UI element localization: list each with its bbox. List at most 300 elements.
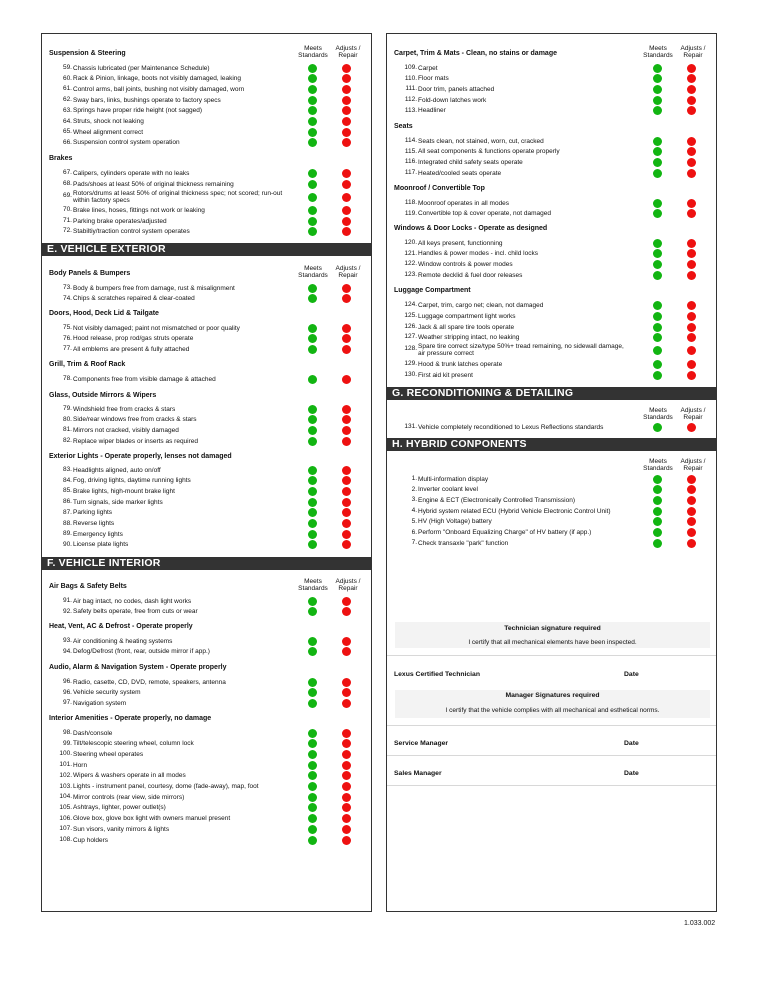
- meets-standards-indicator[interactable]: [653, 271, 662, 280]
- checklist-item: [42, 678, 371, 686]
- item-label: Convertible top & cover operate, not damaged: [418, 210, 551, 218]
- checklist-item: [42, 541, 371, 549]
- service-manager-date-line[interactable]: Date: [624, 740, 639, 747]
- item-number: 73.: [62, 284, 72, 291]
- adjusts-repair-indicator[interactable]: [342, 750, 351, 759]
- divider: [387, 655, 716, 656]
- meets-standards-indicator[interactable]: [308, 793, 317, 802]
- checklist-item: [42, 597, 371, 605]
- meets-standards-indicator[interactable]: [653, 64, 662, 73]
- meets-standards-indicator[interactable]: [308, 647, 317, 656]
- adjusts-repair-indicator[interactable]: [687, 158, 696, 167]
- meets-standards-indicator[interactable]: [308, 206, 317, 215]
- adjusts-repair-indicator[interactable]: [342, 415, 351, 424]
- item-number: 126.: [404, 323, 417, 330]
- meets-standards-indicator[interactable]: [308, 117, 317, 126]
- item-label: Jack & all spare tire tools operate: [418, 323, 515, 331]
- meets-standards-indicator[interactable]: [308, 782, 317, 791]
- adjusts-repair-indicator[interactable]: [342, 836, 351, 845]
- meets-standards-indicator[interactable]: [653, 312, 662, 321]
- adjusts-repair-indicator[interactable]: [687, 371, 696, 380]
- item-number: 72.: [62, 227, 72, 234]
- meets-standards-indicator[interactable]: [308, 217, 317, 226]
- adjusts-repair-indicator[interactable]: [342, 375, 351, 384]
- adjusts-repair-indicator[interactable]: [687, 209, 696, 218]
- meets-standards-indicator[interactable]: [653, 507, 662, 516]
- adjusts-repair-indicator[interactable]: [342, 487, 351, 496]
- item-number: 78.: [62, 375, 72, 382]
- meets-standards-indicator[interactable]: [653, 496, 662, 505]
- meets-standards-indicator[interactable]: [308, 74, 317, 83]
- adjusts-repair-indicator[interactable]: [342, 64, 351, 73]
- sales-manager-date-line[interactable]: Date: [624, 770, 639, 777]
- adjusts-repair-indicator[interactable]: [342, 498, 351, 507]
- meets-standards-indicator[interactable]: [308, 814, 317, 823]
- checklist-item: [387, 343, 716, 357]
- adjusts-repair-indicator[interactable]: [342, 540, 351, 549]
- adjusts-repair-indicator[interactable]: [342, 814, 351, 823]
- item-number: 98.: [62, 729, 72, 736]
- checklist-item: [387, 475, 716, 483]
- meets-standards-indicator[interactable]: [308, 729, 317, 738]
- section-title: Suspension & Steering: [49, 50, 126, 57]
- adjusts-repair-indicator[interactable]: [342, 96, 351, 105]
- adjusts-repair-indicator[interactable]: [342, 519, 351, 528]
- meets-standards-indicator[interactable]: [308, 761, 317, 770]
- checklist-item: [387, 260, 716, 268]
- item-label: Rack & Pinion, linkage, boots not visibly damaged, leaking: [73, 75, 242, 83]
- item-number: 92.: [62, 607, 72, 615]
- item-label: Safety belts operate, free from cuts or wear: [73, 608, 198, 616]
- item-number: 99.: [62, 739, 72, 747]
- item-number: 123.: [404, 271, 417, 279]
- item-label: Floor mats: [418, 75, 449, 83]
- meets-standards-indicator[interactable]: [308, 85, 317, 94]
- item-number: 80.: [62, 415, 72, 423]
- item-number: 4.: [411, 507, 417, 515]
- meets-standards-indicator[interactable]: [308, 699, 317, 708]
- meets-standards-indicator[interactable]: [308, 324, 317, 333]
- adjusts-repair-indicator[interactable]: [342, 324, 351, 333]
- checklist-item: [42, 699, 371, 707]
- checklist-item: [387, 239, 716, 247]
- meets-standards-indicator[interactable]: [653, 485, 662, 494]
- item-number: 60.: [62, 74, 72, 82]
- divider: [387, 755, 716, 756]
- adjusts-repair-indicator[interactable]: [342, 782, 351, 791]
- meets-standards-indicator[interactable]: [308, 180, 317, 189]
- item-number: 6.: [411, 528, 417, 536]
- meets-standards-indicator[interactable]: [653, 209, 662, 218]
- item-label: Glove box, glove box light with owners manuel present: [73, 815, 231, 823]
- checklist-item: [42, 85, 371, 93]
- checklist-item: [387, 360, 716, 368]
- meets-standards-indicator[interactable]: [308, 825, 317, 834]
- item-label: Handles & power modes - incl. child locks: [418, 250, 538, 258]
- adjusts-repair-indicator[interactable]: [687, 147, 696, 156]
- item-number: 7.: [411, 539, 417, 547]
- item-number: 102.: [59, 771, 72, 779]
- item-label: Mirror controls (rear view, side mirrors): [73, 793, 185, 801]
- item-label: License plate lights: [73, 541, 129, 549]
- meets-standards-indicator[interactable]: [308, 637, 317, 646]
- technician-date-line[interactable]: Date: [624, 671, 639, 678]
- service-manager-signature-line[interactable]: Service Manager: [394, 740, 449, 747]
- meets-standards-indicator[interactable]: [653, 137, 662, 146]
- item-number: 75.: [62, 324, 72, 331]
- item-label: All seat components & functions operate properly: [418, 148, 560, 156]
- adjusts-repair-header: Adjusts / Repair: [680, 45, 706, 59]
- meets-standards-indicator[interactable]: [308, 106, 317, 115]
- adjusts-repair-indicator[interactable]: [342, 334, 351, 343]
- adjusts-repair-indicator[interactable]: [342, 729, 351, 738]
- meets-standards-indicator[interactable]: [653, 333, 662, 342]
- checklist-item: [42, 375, 371, 383]
- meets-standards-header: Meets Standards: [643, 407, 673, 421]
- adjusts-repair-indicator[interactable]: [687, 199, 696, 208]
- section-title: Interior Amenities - Operate properly, no damage: [49, 715, 212, 722]
- adjusts-repair-indicator[interactable]: [687, 106, 696, 115]
- adjusts-repair-indicator[interactable]: [687, 74, 696, 83]
- item-label: Wheel alignment correct: [73, 128, 144, 136]
- item-label: Navigation system: [73, 699, 127, 707]
- adjusts-repair-indicator[interactable]: [342, 206, 351, 215]
- item-label: Lights - instrument panel, courtesy, dome (fade-away), map, foot: [73, 783, 259, 790]
- adjusts-repair-indicator[interactable]: [342, 138, 351, 147]
- meets-standards-indicator[interactable]: [653, 360, 662, 369]
- checklist-item: [42, 477, 371, 485]
- meets-standards-indicator[interactable]: [653, 199, 662, 208]
- item-number: 2.: [411, 485, 417, 493]
- checklist-item: [42, 836, 371, 844]
- checklist-item: [42, 487, 371, 495]
- meets-standards-indicator[interactable]: [653, 74, 662, 83]
- adjusts-repair-indicator[interactable]: [342, 771, 351, 780]
- meets-standards-indicator[interactable]: [653, 346, 662, 355]
- meets-standards-indicator[interactable]: [308, 597, 317, 606]
- adjusts-repair-indicator[interactable]: [687, 517, 696, 526]
- item-number: 87.: [62, 508, 72, 516]
- item-number: 84.: [62, 476, 72, 484]
- meets-standards-indicator[interactable]: [308, 437, 317, 446]
- item-label: Spare tire correct size/type 50%+ tread remaining, no sidewall damage, air pressure correct: [418, 343, 624, 357]
- adjusts-repair-indicator[interactable]: [687, 475, 696, 484]
- meets-standards-indicator[interactable]: [308, 803, 317, 812]
- item-label: Perform "Onboard Equalizing Charge" of HV battery (if app.): [418, 529, 592, 536]
- adjusts-repair-indicator[interactable]: [342, 825, 351, 834]
- item-number: 90.: [62, 540, 72, 548]
- adjusts-repair-indicator[interactable]: [687, 507, 696, 516]
- checklist-item: [387, 199, 716, 207]
- adjusts-repair-indicator[interactable]: [342, 128, 351, 137]
- adjusts-repair-indicator[interactable]: [687, 312, 696, 321]
- item-label: Parking brake operates/adjusted: [73, 217, 167, 225]
- meets-standards-indicator[interactable]: [308, 530, 317, 539]
- meets-standards-indicator[interactable]: [308, 294, 317, 303]
- item-number: 96.: [62, 688, 72, 696]
- adjusts-repair-indicator[interactable]: [342, 106, 351, 115]
- adjusts-repair-indicator[interactable]: [342, 426, 351, 435]
- item-number: 76.: [62, 334, 72, 342]
- adjusts-repair-indicator[interactable]: [687, 323, 696, 332]
- adjusts-repair-indicator[interactable]: [342, 227, 351, 236]
- item-number: 79.: [62, 405, 72, 412]
- meets-standards-indicator[interactable]: [308, 688, 317, 697]
- item-number: 120.: [404, 239, 417, 246]
- item-label: Door trim, panels attached: [418, 85, 495, 93]
- meets-standards-indicator[interactable]: [653, 260, 662, 269]
- meets-standards-indicator[interactable]: [308, 169, 317, 178]
- item-number: 109.: [404, 64, 417, 71]
- item-number: 110.: [404, 74, 417, 82]
- meets-standards-header: Meets Standards: [298, 578, 328, 592]
- adjusts-repair-indicator[interactable]: [342, 530, 351, 539]
- adjusts-repair-indicator[interactable]: [342, 294, 351, 303]
- section-title: Glass, Outside Mirrors & Wipers: [49, 392, 157, 399]
- adjusts-repair-indicator[interactable]: [342, 597, 351, 606]
- adjusts-repair-indicator[interactable]: [687, 96, 696, 105]
- item-number: 130.: [404, 371, 417, 378]
- item-number: 91.: [62, 597, 72, 604]
- meets-standards-indicator[interactable]: [308, 284, 317, 293]
- adjusts-repair-indicator[interactable]: [687, 301, 696, 310]
- checklist-item: [42, 509, 371, 517]
- meets-standards-indicator[interactable]: [653, 169, 662, 178]
- adjusts-repair-indicator[interactable]: [342, 688, 351, 697]
- adjusts-repair-indicator[interactable]: [687, 169, 696, 178]
- meets-standards-indicator[interactable]: [308, 227, 317, 236]
- adjusts-repair-indicator[interactable]: [342, 466, 351, 475]
- adjusts-repair-indicator[interactable]: [687, 85, 696, 94]
- item-label: Rotors/drums at least 50% of original thickness spec; not scored; run-out within factory specs: [73, 190, 283, 204]
- section-title: Heat, Vent, AC & Defrost - Operate properly: [49, 623, 193, 630]
- checklist-item: [42, 345, 371, 353]
- meets-standards-indicator[interactable]: [653, 423, 662, 432]
- meets-standards-indicator[interactable]: [308, 138, 317, 147]
- item-label: Springs have proper ride height (not sagged): [73, 107, 202, 115]
- meets-standards-indicator[interactable]: [653, 517, 662, 526]
- item-label: Defog/Defrost (front, rear, outside mirror if app.): [73, 648, 210, 656]
- section-bar-reconditioning: G. RECONDITIONING & DETAILING: [387, 387, 716, 400]
- checklist-item: [387, 323, 716, 331]
- adjusts-repair-indicator[interactable]: [687, 360, 696, 369]
- meets-standards-indicator[interactable]: [653, 158, 662, 167]
- item-number: 3.: [411, 496, 417, 504]
- meets-standards-indicator[interactable]: [653, 475, 662, 484]
- section-title: Windows & Door Locks - Operate as designed: [394, 225, 548, 232]
- item-number: 69.: [62, 192, 72, 199]
- item-number: 124.: [404, 301, 417, 308]
- meets-standards-indicator[interactable]: [308, 426, 317, 435]
- item-number: 113.: [404, 106, 417, 114]
- adjusts-repair-indicator[interactable]: [342, 193, 351, 202]
- meets-standards-indicator[interactable]: [308, 836, 317, 845]
- meets-standards-header: Meets Standards: [643, 45, 673, 59]
- adjusts-repair-indicator[interactable]: [342, 405, 351, 414]
- meets-standards-indicator[interactable]: [653, 106, 662, 115]
- item-label: Hood & trunk latches operate: [418, 360, 503, 368]
- meets-standards-indicator[interactable]: [653, 528, 662, 537]
- meets-standards-indicator[interactable]: [308, 678, 317, 687]
- checklist-item: [387, 371, 716, 379]
- meets-standards-indicator[interactable]: [653, 539, 662, 548]
- meets-standards-indicator[interactable]: [308, 345, 317, 354]
- adjusts-repair-indicator[interactable]: [687, 485, 696, 494]
- checklist-item: [42, 190, 371, 204]
- item-label: HV (High Voltage) battery: [418, 518, 492, 526]
- adjusts-repair-indicator[interactable]: [342, 169, 351, 178]
- item-number: 74.: [62, 294, 72, 302]
- checklist-item: [42, 75, 371, 83]
- meets-standards-header: Meets Standards: [298, 265, 328, 279]
- item-label: Wipers & washers operate in all modes: [73, 772, 186, 780]
- adjusts-repair-indicator[interactable]: [342, 607, 351, 616]
- left-checklist-panel: [41, 33, 372, 912]
- adjusts-repair-indicator[interactable]: [687, 346, 696, 355]
- item-label: Carpet: [418, 64, 438, 72]
- adjusts-repair-indicator[interactable]: [342, 637, 351, 646]
- item-number: 1.: [411, 475, 417, 482]
- item-number: 101.: [59, 761, 72, 769]
- meets-standards-indicator[interactable]: [653, 301, 662, 310]
- checklist-item: [42, 107, 371, 115]
- adjusts-repair-indicator[interactable]: [342, 437, 351, 446]
- sales-manager-signature-line[interactable]: Sales Manager: [394, 770, 442, 777]
- adjusts-repair-indicator[interactable]: [687, 539, 696, 548]
- adjusts-repair-indicator[interactable]: [687, 249, 696, 258]
- checklist-item: [42, 295, 371, 303]
- adjusts-repair-indicator[interactable]: [687, 528, 696, 537]
- meets-standards-indicator[interactable]: [308, 771, 317, 780]
- meets-standards-indicator[interactable]: [308, 193, 317, 202]
- adjusts-repair-indicator[interactable]: [342, 284, 351, 293]
- item-label: Air bag intact, no codes, dash light works: [73, 597, 192, 605]
- technician-signature-line[interactable]: Lexus Certified Technician: [394, 671, 480, 678]
- adjusts-repair-indicator[interactable]: [342, 739, 351, 748]
- item-label: Tilt/telescopic steering wheel, column lock: [73, 740, 194, 748]
- meets-standards-indicator[interactable]: [653, 249, 662, 258]
- item-label: Vehicle completely reconditioned to Lexus Reflections standards: [418, 423, 604, 431]
- item-label: First aid kit present: [418, 371, 473, 379]
- checklist-item: [42, 416, 371, 424]
- meets-standards-indicator[interactable]: [308, 405, 317, 414]
- item-number: 129.: [404, 360, 417, 367]
- adjusts-repair-indicator[interactable]: [342, 647, 351, 656]
- checklist-item: [42, 793, 371, 801]
- item-label: Components free from visible damage & attached: [73, 375, 216, 383]
- item-label: Steering wheel operates: [73, 750, 144, 758]
- adjusts-repair-indicator[interactable]: [342, 180, 351, 189]
- section-title: Moonroof / Convertible Top: [394, 185, 485, 192]
- item-number: 96.: [62, 678, 72, 685]
- meets-standards-indicator[interactable]: [308, 375, 317, 384]
- checklist-item: [387, 301, 716, 309]
- checklist-item: [387, 96, 716, 104]
- meets-standards-indicator[interactable]: [308, 415, 317, 424]
- item-number: 65.: [62, 128, 72, 136]
- meets-standards-indicator[interactable]: [653, 96, 662, 105]
- checklist-item: [42, 405, 371, 413]
- adjusts-repair-indicator[interactable]: [342, 508, 351, 517]
- meets-standards-indicator[interactable]: [308, 334, 317, 343]
- meets-standards-indicator[interactable]: [308, 64, 317, 73]
- checklist-item: [42, 761, 371, 769]
- meets-standards-indicator[interactable]: [308, 540, 317, 549]
- adjusts-repair-indicator[interactable]: [687, 260, 696, 269]
- item-label: Suspension control system operation: [73, 139, 180, 147]
- meets-standards-indicator[interactable]: [308, 607, 317, 616]
- meets-standards-indicator[interactable]: [653, 147, 662, 156]
- meets-standards-indicator[interactable]: [308, 750, 317, 759]
- checklist-item: [42, 180, 371, 188]
- adjusts-repair-indicator[interactable]: [342, 217, 351, 226]
- adjusts-repair-indicator[interactable]: [342, 678, 351, 687]
- checklist-item: [387, 539, 716, 547]
- item-label: Chassis lubricated (per Maintenance Schedule): [73, 64, 210, 72]
- item-label: Carpet, trim, cargo net; clean, not damaged: [418, 301, 544, 309]
- adjusts-repair-indicator[interactable]: [342, 85, 351, 94]
- meets-standards-indicator[interactable]: [308, 739, 317, 748]
- adjusts-repair-indicator[interactable]: [687, 239, 696, 248]
- adjusts-repair-indicator[interactable]: [342, 476, 351, 485]
- adjusts-repair-indicator[interactable]: [687, 64, 696, 73]
- meets-standards-indicator[interactable]: [308, 476, 317, 485]
- adjusts-repair-indicator[interactable]: [687, 496, 696, 505]
- adjusts-repair-indicator[interactable]: [342, 345, 351, 354]
- adjusts-repair-indicator[interactable]: [687, 271, 696, 280]
- manager-certification-text: I certify that the vehicle complies with all mechanical and esthetical norms.: [445, 707, 660, 714]
- meets-standards-indicator[interactable]: [308, 466, 317, 475]
- item-number: 66.: [62, 138, 72, 146]
- checklist-item: [387, 529, 716, 537]
- meets-standards-indicator[interactable]: [308, 508, 317, 517]
- item-label: Emergency lights: [73, 530, 123, 538]
- checklist-item: [42, 64, 371, 72]
- checklist-item: [387, 137, 716, 145]
- adjusts-repair-indicator[interactable]: [687, 423, 696, 432]
- item-label: Radio, casette, CD, DVD, remote, speakers, antenna: [73, 678, 226, 686]
- meets-standards-indicator[interactable]: [653, 239, 662, 248]
- technician-signature-box: [395, 622, 710, 648]
- item-number: 111.: [405, 85, 417, 93]
- meets-standards-header: Meets Standards: [298, 45, 328, 59]
- meets-standards-indicator[interactable]: [308, 498, 317, 507]
- adjusts-repair-header: Adjusts / Repair: [335, 578, 361, 592]
- meets-standards-indicator[interactable]: [653, 85, 662, 94]
- adjusts-repair-indicator[interactable]: [342, 761, 351, 770]
- adjusts-repair-indicator[interactable]: [342, 803, 351, 812]
- item-label: Check transaxle "park" function: [418, 539, 509, 547]
- adjusts-repair-indicator[interactable]: [342, 74, 351, 83]
- section-title: Brakes: [49, 155, 73, 162]
- item-label: Hood release, prop rod/gas struts operate: [73, 335, 194, 343]
- item-number: 67.: [62, 169, 72, 176]
- adjusts-repair-indicator[interactable]: [342, 699, 351, 708]
- meets-standards-indicator[interactable]: [308, 487, 317, 496]
- adjusts-repair-indicator[interactable]: [342, 793, 351, 802]
- meets-standards-indicator[interactable]: [653, 371, 662, 380]
- meets-standards-indicator[interactable]: [308, 519, 317, 528]
- item-number: 100.: [59, 750, 72, 758]
- meets-standards-indicator[interactable]: [653, 323, 662, 332]
- right-checklist-panel: [386, 33, 717, 912]
- adjusts-repair-indicator[interactable]: [687, 333, 696, 342]
- adjusts-repair-indicator[interactable]: [342, 117, 351, 126]
- meets-standards-indicator[interactable]: [308, 128, 317, 137]
- item-number: 106.: [59, 814, 72, 822]
- adjusts-repair-indicator[interactable]: [687, 137, 696, 146]
- meets-standards-indicator[interactable]: [308, 96, 317, 105]
